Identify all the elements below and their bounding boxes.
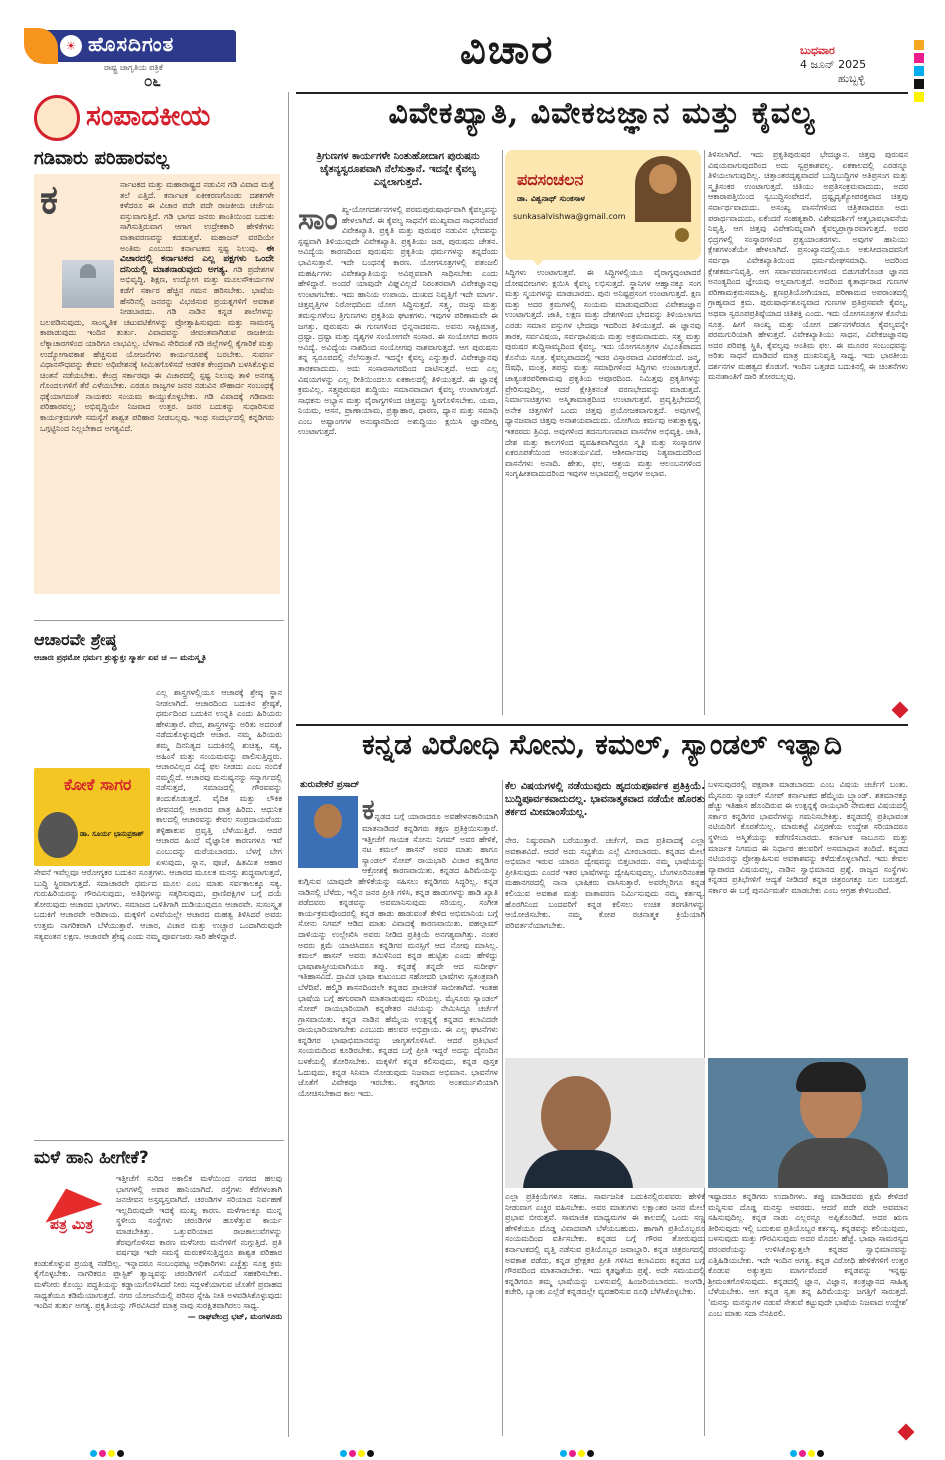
article2-column-2b: ಎಲ್ಲಾ ಪ್ರತಿಕ್ರಿಯೆಗಳೂ ಸಹಜ. ಸಾರ್ವಜನಿಕ ಬದುಕಿನಲ್ಲಿರುವವರು ಹೇಳಿಕೆ ನೀಡುವಾಗ ಎಚ್ಚರ ವಹಿಸಬೇಕು. ಅವರ ಮಾತುಗಳು ಲಕ್ಷಾಂತರ ಜನರ ಮೇಲೆ ಪ್ರಭಾವ ಬೀರುತ್ತವೆ. ಸಾಮಾಜಿಕ ಮಾಧ್ಯಮಗಳ ಈ ಕಾಲದಲ್ಲಿ ಒಂದು ಸಣ್ಣ ಹೇಳಿಕೆಯೂ ದೊಡ್ಡ ವಿವಾದವಾಗಿ ಬೆಳೆಯಬಹುದು. ಹಾಗಾಗಿ ಪ್ರತಿಯೊಬ್ಬರೂ ಸಂಯಮದಿಂದ ವರ್ತಿಸಬೇಕು. ಕನ್ನಡದ ಬಗ್ಗೆ ಗೌರವ ತೋರುವುದು ಕರ್ನಾಟಕದಲ್ಲಿ ವೃತ್ತಿ ನಡೆಸುವ ಪ್ರತಿಯೊಬ್ಬರ ಜವಾಬ್ದಾರಿ. ಕನ್ನಡ ಚಿತ್ರರಂಗದಲ್ಲಿ ಅವಕಾಶ ಪಡೆದು, ಕನ್ನಡ ಪ್ರೇಕ್ಷಕರ ಪ್ರೀತಿ ಗಳಿಸಿದ ಕಲಾವಿದರು ಕನ್ನಡದ ಬಗ್ಗೆ ಗೌರವದಿಂದ ಮಾತನಾಡಬೇಕು. ಇದು ಕೃತಜ್ಞತೆಯ ಪ್ರಶ್ನೆ. ಅದೇ ಸಮಯದಲ್ಲಿ ಕನ್ನಡಿಗರೂ ತಮ್ಮ ಭಾಷೆಯನ್ನು ಬಳಸುವಲ್ಲಿ ಹಿಂಜರಿಯಬಾರದು. ಅಂಗಡಿ, ಕಚೇರಿ, ಬ್ಯಾಂಕು ಎಲ್ಲೆಡೆ ಕನ್ನಡದಲ್ಲೇ ವ್ಯವಹರಿಸುವ ರೂಢಿ ಬೆಳೆಸಿಕೊಳ್ಳಬೇಕು. (505, 1192, 705, 1297)
column-rule (704, 150, 705, 715)
koke-column-name: ಕೋಕೆ ಸಾಗರ (64, 775, 132, 794)
headline-rule (296, 724, 908, 726)
editorial-label: ಸಂಪಾದಕೀಯ (86, 99, 211, 132)
letter-text: ಇತ್ತೀಚೆಗೆ ಸುರಿದ ಅಕಾಲಿಕ ಮಳೆಯಿಂದ ನಗರದ ಹಲವು ಭಾಗಗಳಲ್ಲಿ ಅಪಾರ ಹಾನಿಯಾಗಿದೆ. ರಸ್ತೆಗಳು ಕೆರೆಗಳಂತಾಗಿ ಜನಜೀವನ ಅಸ್ತವ್ಯಸ್ತವಾಗಿದೆ. ಚರಂಡಿಗಳ ಸರಿಯಾದ ನಿರ್ವಹಣೆ ಇಲ್ಲದಿರುವುದೇ ಇದಕ್ಕೆ ಮುಖ್ಯ ಕಾರಣ. ಮಳೆಗಾಲಕ್ಕೂ ಮುನ್ನ ಸ್ಥಳೀಯ ಸಂಸ್ಥೆಗಳು ಚರಂಡಿಗಳ ಹೂಳೆತ್ತುವ ಕಾರ್ಯ ಮಾಡಬೇಕಿತ್ತು. ಒತ್ತುವರಿಯಾದ ರಾಜಕಾಲುವೆಗಳನ್ನು ತೆರವುಗೊಳಿಸದ ಕಾರಣ ಮಳೆನೀರು ಮನೆಗಳಿಗೆ ನುಗ್ಗುತ್ತಿದೆ. ಪ್ರತಿ ವರ್ಷವೂ ಇದೇ ಸಮಸ್ಯೆ ಮರುಕಳಿಸುತ್ತಿದ್ದರೂ ಶಾಶ್ವತ ಪರಿಹಾರ ಕಂಡುಕೊಳ್ಳುವ ಪ್ರಯತ್ನ ನಡೆದಿಲ್ಲ. ಇನ್ನಾದರೂ ಸಂಬಂಧಪಟ್ಟ ಅಧಿಕಾರಿಗಳು ಎಚ್ಚೆತ್ತು ಸೂಕ್ತ ಕ್ರಮ ಕೈಗೊಳ್ಳಬೇಕು. ನಾಗರಿಕರೂ ಪ್ಲಾಸ್ಟಿಕ್ ತ್ಯಾಜ್ಯವನ್ನು ಚರಂಡಿಗಳಿಗೆ ಎಸೆಯದೆ ಸಹಕರಿಸಬೇಕು. ಮಳೆನೀರು ಕೊಯ್ಲು ಪದ್ಧತಿಯನ್ನು ಕಡ್ಡಾಯಗೊಳಿಸಿದರೆ ನೀರು ಸದ್ಬಳಕೆಯಾಗುವ ಜೊತೆಗೆ ಪ್ರವಾಹದ ಸಾಧ್ಯತೆಯೂ ಕಡಿಮೆಯಾಗುತ್ತದೆ. ನಗರ ಯೋಜನೆಯಲ್ಲಿ ಪರಿಸರ ಸ್ನೇಹಿ ನೀತಿ ಅಳವಡಿಸಿಕೊಳ್ಳುವುದು ಇಂದಿನ ತುರ್ತು ಅಗತ್ಯ. ಪ್ರಕೃತಿಯನ್ನು ಗೌರವಿಸಿದರೆ ಮಾತ್ರ ನಾವು ಸುರಕ್ಷಿತವಾಗಿರಲು ಸಾಧ್ಯ. (34, 1174, 282, 1311)
letter-title[interactable]: ಮಳೆ ಹಾನಿ ಹೀಗೇಕೆ? (34, 1148, 149, 1168)
article2-byline: ತುರುವೇಕೆರೆ ಪ್ರಸಾದ್ (300, 780, 360, 790)
article2-headline[interactable]: ಕನ್ನಡ ವಿರೋಧಿ ಸೋನು, ಕಮಲ್, ಸ್ಯಾಂಡಲ್ ಇತ್ಯಾದಿ (362, 728, 842, 761)
achara-text: ಎಲ್ಲ ಶಾಸ್ತ್ರಗಳಲ್ಲಿಯೂ ಆಚಾರಕ್ಕೆ ಶ್ರೇಷ್ಠ ಸ್ಥಾನ ನೀಡಲಾಗಿದೆ. ಆಚಾರದಿಂದ ಬದುಕಿನ ಶ್ರೇಷ್ಠತೆ, ಧರ್ಮದಿಂದ ಬದುಕಿನ ಉನ್ನತಿ ಎಂದು ಹಿರಿಯರು ಹೇಳುತ್ತಾರೆ. ವೇದ, ಶಾಸ್ತ್ರಗಳನ್ನು ಅರಿತು ಅದರಂತೆ ನಡೆದುಕೊಳ್ಳುವುದೇ ಆಚಾರ. ನಮ್ಮ ಹಿರಿಯರು ತಮ್ಮ ದಿನನಿತ್ಯದ ಬದುಕಿನಲ್ಲಿ ಶುಚಿತ್ವ, ಸತ್ಯ, ಅಹಿಂಸೆ ಮತ್ತು ಸಂಯಮವನ್ನು ಪಾಲಿಸುತ್ತಿದ್ದರು. ಆಚಾರವಿಲ್ಲದ ವಿದ್ಯೆ ಫಲ ನೀಡದು ಎಂಬ ನಂಬಿಕೆ ನಮ್ಮಲ್ಲಿದೆ. ಆಚಾರವು ಮನುಷ್ಯನನ್ನು ಸನ್ಮಾರ್ಗದಲ್ಲಿ ನಡೆಸುತ್ತದೆ, ಸಮಾಜದಲ್ಲಿ ಗೌರವವನ್ನು ತಂದುಕೊಡುತ್ತದೆ. ವೈದಿಕ ಮತ್ತು ಲೌಕಿಕ ಜೀವನದಲ್ಲಿ ಆಚಾರದ ಪಾತ್ರ ಹಿರಿದು. ಆಧುನಿಕ ಕಾಲದಲ್ಲಿ ಆಚಾರವನ್ನು ಕೇವಲ ಸಂಪ್ರದಾಯವೆಂದು ತಳ್ಳಿಹಾಕುವ ಪ್ರವೃತ್ತಿ ಬೆಳೆಯುತ್ತಿದೆ. ಆದರೆ ಆಚಾರದ ಹಿಂದೆ ವೈಜ್ಞಾನಿಕ ಕಾರಣಗಳೂ ಇವೆ ಎಂಬುದನ್ನು ಮರೆಯಬಾರದು. ಬೆಳಗ್ಗೆ ಬೇಗ ಏಳುವುದು, ಸ್ನಾನ, ಪೂಜೆ, ಹಿತಮಿತ ಆಹಾರ ಸೇವನೆ ಇವೆಲ್ಲವೂ ಆರೋಗ್ಯಕರ ಬದುಕಿನ ಸೂತ್ರಗಳು. ಆಚಾರದ ಮೂಲಕ ಮನಸ್ಸು ಶುದ್ಧವಾಗುತ್ತದೆ, ಬುದ್ಧಿ ಸ್ಥಿರವಾಗುತ್ತದೆ. ಸದಾಚಾರವೇ ಧರ್ಮದ ಮೂಲ ಎಂಬ ಮಾತು ಸರ್ವಕಾಲಕ್ಕೂ ಸತ್ಯ. ಗುರುಹಿರಿಯರನ್ನು ಗೌರವಿಸುವುದು, ಅತಿಥಿಗಳನ್ನು ಸತ್ಕರಿಸುವುದು, ಪ್ರಾಣಿಪಕ್ಷಿಗಳ ಬಗ್ಗೆ ದಯೆ ತೋರುವುದು ಆಚಾರದ ಭಾಗಗಳು. ಸಮಾಜದ ಒಳಿತಿಗಾಗಿ ದುಡಿಯುವುದೂ ಆಚಾರವೇ. ಸುಸಂಸ್ಕೃತ ಬದುಕಿಗೆ ಆಚಾರವೇ ಅಡಿಪಾಯ. ಮಕ್ಕಳಿಗೆ ಎಳವೆಯಲ್ಲೇ ಆಚಾರದ ಮಹತ್ವ ತಿಳಿಸಿದರೆ ಅವರು ಉತ್ತಮ ನಾಗರಿಕರಾಗಿ ಬೆಳೆಯುತ್ತಾರೆ. ಆಚಾರ, ವಿಚಾರ ಮತ್ತು ಉಚ್ಚಾರ ಒಂದಾಗಿರುವುದೇ ಸತ್ಯವಂತನ ಲಕ್ಷಣ. ಆಚಾರವೇ ಶ್ರೇಷ್ಠ ಎಂದು ನಮ್ಮ ಪೂರ್ವಜರು ಸಾರಿ ಹೇಳಿದ್ದಾರೆ. (34, 688, 282, 941)
article2-column-1 (298, 796, 498, 1436)
article1-headline[interactable]: ವಿವೇಕಖ್ಯಾತಿ, ವಿವೇಕಜಜ್ಞಾನ ಮತ್ತು ಕೈವಲ್ಯ (388, 96, 816, 131)
article2-dropcap: ಕ (362, 796, 375, 826)
registration-marks (914, 40, 924, 108)
article2-lead: ಕೆಲ ವಿಷಯಗಳಲ್ಲಿ ನಡೆಯುವುದು ಹೃದಯಪೂರ್ವಕ ಪ್ರತಿಕ್ರಿಯೆ. ಬುದ್ಧಿಪೂರ್ವಕವಾದುದಲ್ಲ. ಭಾವನಾತ್ಮಕವಾದ ನಡೆಯೇ ಹೊರತು ತರ್ಕದ ಮೀಮಾಂಸೆಯಲ್ಲ. (505, 781, 705, 818)
article2-column-3a: ಬಳಸುವುದರಲ್ಲಿ ಪಕ್ಷಪಾತ ಮಾಡಬಾರದು ಎಂಬ ವಿಷಯ ಚರ್ಚೆಗೆ ಬಂತು. ಮೈಸೂರು ಸ್ಯಾಂಡಲ್ ಸೋಪ್ ಕರ್ನಾಟಕದ ಹೆಮ್ಮೆಯ ಬ್ರ್ಯಾಂಡ್. ಶತಮಾನಕ್ಕೂ ಹೆಚ್ಚು ಇತಿಹಾಸ ಹೊಂದಿರುವ ಈ ಉತ್ಪನ್ನಕ್ಕೆ ರಾಯಭಾರಿ ನೇಮಕದ ವಿಷಯದಲ್ಲಿ ಸರ್ಕಾರ ಕನ್ನಡಿಗರ ಭಾವನೆಗಳನ್ನು ಗಮನಿಸಬೇಕಿತ್ತು. ಕನ್ನಡದಲ್ಲಿ ಪ್ರತಿಭಾವಂತ ನಟಿಯರಿಗೆ ಕೊರತೆಯಿಲ್ಲ. ಮಾರುಕಟ್ಟೆ ವಿಸ್ತರಣೆಯ ಉದ್ದೇಶ ಸರಿಯಾದರೂ ಸ್ಥಳೀಯ ಅಸ್ಮಿತೆಯನ್ನು ಕಡೆಗಣಿಸಬಾರದು. ಕರ್ನಾಟಕ ಸಾಬೂನು ಮತ್ತು ಮಾರ್ಜಕ ನಿಗಮದ ಈ ನಿರ್ಧಾರ ಹಲವರಿಗೆ ಅಸಮಾಧಾನ ತಂದಿದೆ. ಕನ್ನಡದ ನಟಿಯರನ್ನು ಪ್ರೋತ್ಸಾಹಿಸುವ ಅವಕಾಶವನ್ನು ಕಳೆದುಕೊಳ್ಳಲಾಗಿದೆ. ಇದು ಕೇವಲ ವ್ಯಾಪಾರದ ವಿಷಯವಲ್ಲ, ನಾಡಿನ ಸ್ವಾಭಿಮಾನದ ಪ್ರಶ್ನೆ. ರಾಜ್ಯದ ಸಂಸ್ಥೆಗಳು ಕನ್ನಡದ ಪ್ರತಿಭೆಗಳಿಗೆ ಆದ್ಯತೆ ನೀಡಿದರೆ ಕನ್ನಡ ಚಿತ್ರರಂಗಕ್ಕೂ ಬಲ ಬರುತ್ತದೆ. ಸರ್ಕಾರ ಈ ಬಗ್ಗೆ ಪುನರ್ವಿಮರ್ಶೆ ಮಾಡಬೇಕು ಎಂಬ ಆಗ್ರಹ ಕೇಳಿಬಂದಿದೆ. (708, 780, 908, 895)
date-city: ಹುಬ್ಬಳ್ಳಿ (838, 72, 865, 85)
koke-sagara-column-badge (34, 768, 150, 866)
date-block (800, 44, 910, 86)
achara-subtitle: ಆಚಾರಃ ಪ್ರಥಮೋ ಧರ್ಮಃ ಶ್ರುತ್ಯುಕ್ತಃ ಸ್ಮಾರ್ತ ಏವ ಚ — ಮನುಸ್ಮೃತಿ (34, 653, 206, 662)
kamal-haasan-photo[interactable] (505, 1058, 705, 1188)
page-number: ೦೬ (144, 72, 161, 90)
patra-mitra-badge (34, 1178, 110, 1250)
paper-name: ಹೊಸದಿಗಂತ (88, 32, 175, 56)
date-day: ಬುಧವಾರ (800, 44, 835, 57)
byline-author-photo (298, 796, 358, 868)
article2-column-2a: ನೇರ. ನಿಷ್ಠುರವಾಗಿ ಬರೆಯುತ್ತಾರೆ. ಚರ್ಚೆಗೆ, ವಾದ ಪ್ರತಿವಾದಕ್ಕೆ ಎಲ್ಲಾ ಅವಕಾಶವಿದೆ. ಆದರೆ ಅದು ಸಭ್ಯತೆಯ ಎಲ್ಲೆ ಮೀರಬಾರದು. ಕನ್ನಡದ ಮೇಲೆ ಅಭಿಮಾನ ಇರುವ ಯಾರೂ ದ್ವೇಷವನ್ನು ಬಿತ್ತಬಾರದು. ನಮ್ಮ ಭಾಷೆಯನ್ನು ಪ್ರೀತಿಸುವುದು ಎಂದರೆ ಇತರ ಭಾಷೆಗಳನ್ನು ದ್ವೇಷಿಸುವುದಲ್ಲ. ಬೆಂಗಳೂರಿನಂತಹ ಮಹಾನಗರದಲ್ಲಿ ನಾನಾ ಭಾಷಿಕರು ವಾಸಿಸುತ್ತಾರೆ. ಅವರೆಲ್ಲರಿಗೂ ಕನ್ನಡ ಕಲಿಯುವ ಅವಕಾಶ ಮತ್ತು ವಾತಾವರಣ ನಿರ್ಮಿಸುವುದು ನಮ್ಮ ಕರ್ತವ್ಯ. ಹೊರಗಿನಿಂದ ಬಂದವರಿಗೆ ಕನ್ನಡ ಕಲಿಸಲು ಉಚಿತ ತರಗತಿಗಳನ್ನು ಆಯೋಜಿಸಬೇಕು. ನಮ್ಮ ಕೋಪ ರಚನಾತ್ಮಕ ಕ್ರಿಯೆಯಾಗಿ ಪರಿವರ್ತನೆಯಾಗಬೇಕು. (505, 836, 705, 930)
footer-registration-marks (560, 1442, 596, 1452)
lamp-emblem-icon: ☀ (60, 35, 82, 57)
footer-registration-marks (90, 1442, 126, 1452)
padasanchalana-column-box (505, 150, 701, 260)
editorial-header (34, 95, 274, 143)
koke-author: ಡಾ. ಸೂರ್ಯ ಭಾನುಪ್ರಕಾಶ್ (80, 830, 144, 838)
article1-column-3: ತಿಳಿಸಲಾಗಿದೆ. ಇದು ಪ್ರಕೃತಿಪುರುಷರ ಭೇದಜ್ಞಾನ. ಚಿತ್ತವು ಪುರುಷನ ವಿಷಯವಾಗುವುದರಿಂದ ಅದು ಸ್ವಪ್ರಕಾಶವಲ್ಲ. ಏಕಕಾಲದಲ್ಲಿ ಎರಡನ್ನೂ ತಿಳಿಯಲಾಗುವುದಿಲ್ಲ. ಚಿತ್ತಾಂತರದೃಶ್ಯವಾದರೆ ಬುದ್ಧಿಬುದ್ಧಿಗಳ ಅತಿಪ್ರಸಂಗ ಮತ್ತು ಸ್ಮೃತಿಸಂಕರ ಉಂಟಾಗುತ್ತದೆ. ಚಿತಿಯು ಅಪ್ರತಿಸಂಕ್ರಮವಾದುದು, ಅದರ ಆಕಾರಾಪತ್ತಿಯಿಂದ ಸ್ವಬುದ್ಧಿಸಂವೇದನೆ. ದ್ರಷ್ಟೃದೃಶ್ಯೋಪರಕ್ತವಾದ ಚಿತ್ತವು ಸರ್ವಾರ್ಥವಾದುದು. ಅಸಂಖ್ಯ ವಾಸನೆಗಳಿಂದ ಚಿತ್ರಿತವಾದರೂ ಅದು ಪರಾರ್ಥವಾದುದು, ಏಕೆಂದರೆ ಸಂಹತ್ಯಕಾರಿ. ವಿಶೇಷದರ್ಶಿಗೆ ಆತ್ಮಭಾವಭಾವನೆಯ ನಿವೃತ್ತಿ. ಆಗ ಚಿತ್ತವು ವಿವೇಕನಿಮ್ನವಾಗಿ ಕೈವಲ್ಯಪ್ರಾಗ್ಭಾರವಾಗುತ್ತದೆ. ಅದರ ಛಿದ್ರಗಳಲ್ಲಿ ಸಂಸ್ಕಾರಗಳಿಂದ ಪ್ರತ್ಯಯಾಂತರಗಳು. ಅವುಗಳ ಹಾನಿಯು ಕ್ಲೇಶಗಳಂತೆಯೇ ಹೇಳಲಾಗಿದೆ. ಪ್ರಸಂಖ್ಯಾನದಲ್ಲಿಯೂ ಅಕುಸೀದನಾದವನಿಗೆ ಸರ್ವಥಾ ವಿವೇಕಖ್ಯಾತಿಯಿಂದ ಧರ್ಮಮೇಘಸಮಾಧಿ. ಅದರಿಂದ ಕ್ಲೇಶಕರ್ಮನಿವೃತ್ತಿ. ಆಗ ಸರ್ವಾವರಣಮಲಗಳಿಂದ ಬಿಡುಗಡೆಗೊಂಡ ಜ್ಞಾನದ ಅನಂತ್ಯದಿಂದ ಜ್ಞೇಯವು ಅಲ್ಪವಾಗುತ್ತದೆ. ಅದರಿಂದ ಕೃತಾರ್ಥರಾದ ಗುಣಗಳ ಪರಿಣಾಮಕ್ರಮಸಮಾಪ್ತಿ. ಕ್ಷಣಪ್ರತಿಯೋಗಿಯಾದ, ಪರಿಣಾಮದ ಅಪರಾಂತದಲ್ಲಿ ಗ್ರಾಹ್ಯವಾದ ಕ್ರಮ. ಪುರುಷಾರ್ಥಶೂನ್ಯವಾದ ಗುಣಗಳ ಪ್ರತಿಪ್ರಸವವೇ ಕೈವಲ್ಯ, ಅಥವಾ ಸ್ವರೂಪಪ್ರತಿಷ್ಠೆಯಾದ ಚಿತಿಶಕ್ತಿ ಎಂದು. ಇದು ಯೋಗಸೂತ್ರಗಳ ಕೊನೆಯ ಸೂತ್ರ. ಹೀಗೆ ಸಾಂಖ್ಯ ಮತ್ತು ಯೋಗ ದರ್ಶನಗಳೆರಡೂ ಕೈವಲ್ಯವನ್ನೇ ಪರಮಗುರಿಯಾಗಿ ಹೇಳುತ್ತವೆ. ವಿವೇಕಖ್ಯಾತಿಯು ಸಾಧನ, ವಿವೇಕಜಜ್ಞಾನವು ಅದರ ಪರಿಪಕ್ವ ಸ್ಥಿತಿ, ಕೈವಲ್ಯವು ಅಂತಿಮ ಫಲ. ಈ ಮೂರರ ಸಂಬಂಧವನ್ನು ಅರಿತು ಸಾಧನೆ ಮಾಡಿದರೆ ಮಾತ್ರ ದುಃಖನಿವೃತ್ತಿ ಸಾಧ್ಯ. ಇದು ಭಾರತೀಯ ದರ್ಶನಗಳ ಮಹತ್ವದ ಕೊಡುಗೆ. ಇಂದಿನ ಒತ್ತಡದ ಬದುಕಿನಲ್ಲಿ ಈ ಚಿಂತನೆಗಳು ಮನಃಶಾಂತಿಗೆ ದಾರಿ ತೋರಬಲ್ಲವು. (708, 150, 908, 382)
section-title: ವಿಚಾರ (460, 26, 555, 73)
article1-author: ಡಾ. ವಿಶ್ವನಾಥ್ ಸುಂಕಸಾಳ (517, 194, 585, 203)
column-name: ಪದಸಂಚಲನ (517, 170, 584, 189)
letter-body (34, 1174, 282, 1436)
person-body (778, 1138, 888, 1188)
editorial-dropcap: ಕ (40, 177, 58, 223)
section-rule (34, 1140, 284, 1141)
editorial-title[interactable]: ಗಡಿವಾರು ಪರಿಹಾರವಲ್ಲ (34, 148, 170, 169)
person-hair (796, 1062, 866, 1092)
article1-text-1: ಖ್ಯ-ಯೋಗದರ್ಶನಗಳಲ್ಲಿ ಪರಮಪುರುಷಾರ್ಥವಾಗಿ ಕೈವಲ್ಯವನ್ನು ಹೇಳಲಾಗಿದೆ. ಈ ಕೈವಲ್ಯ ಸಾಧನೆಗೆ ಮುಖ್ಯವಾದ ಸಾಧನವೆಂದರೆ ವಿವೇಕಖ್ಯಾತಿ. ಪ್ರಕೃತಿ ಮತ್ತು ಪುರುಷರ ನಡುವಿನ ಭೇದವನ್ನು ಸ್ಪಷ್ಟವಾಗಿ ತಿಳಿಯುವುದೇ ವಿವೇಕಖ್ಯಾತಿ. ಪ್ರಕೃತಿಯು ಜಡ, ಪುರುಷನು ಚೇತನ. ಅವಿದ್ಯೆಯ ಕಾರಣದಿಂದ ಪುರುಷನು ಪ್ರಕೃತಿಯ ಧರ್ಮಗಳನ್ನು ತನ್ನದೆಂದು ಭಾವಿಸುತ್ತಾನೆ. ಇದೇ ಬಂಧನಕ್ಕೆ ಕಾರಣ. ಯೋಗಸೂತ್ರಗಳಲ್ಲಿ ಪತಂಜಲಿ ಮಹರ್ಷಿಗಳು ವಿವೇಕಖ್ಯಾತಿಯನ್ನು ಅವಿಪ್ಲವವಾಗಿ ಸಾಧಿಸಬೇಕು ಎಂದು ಹೇಳಿದ್ದಾರೆ. ಅಂದರೆ ಯಾವುದೇ ವಿಘ್ನವಿಲ್ಲದೆ ನಿರಂತರವಾಗಿ ವಿವೇಕಜ್ಞಾನವು ಉಂಟಾಗಬೇಕು. ಇದು ಹಾನಿಯ ಉಪಾಯ. ದುಃಖದ ನಿವೃತ್ತಿಗೆ ಇದೇ ಮಾರ್ಗ. ಚಿತ್ತವೃತ್ತಿಗಳ ನಿರೋಧದಿಂದ ಯೋಗ ಸಿದ್ಧಿಸುತ್ತದೆ. ಸತ್ತ್ವ, ರಜಸ್ಸು ಮತ್ತು ತಮಸ್ಸುಗಳೆಂಬ ತ್ರಿಗುಣಗಳು ಪ್ರಕೃತಿಯ ಘಟಕಗಳು. ಇವುಗಳ ಪರಿಣಾಮವೇ ಈ ಜಗತ್ತು. ಪುರುಷನು ಈ ಗುಣಗಳಿಂದ ಭಿನ್ನನಾದವನು. ಅವನು ಸಾಕ್ಷಿಮಾತ್ರ, ದ್ರಷ್ಟಾ. ದ್ರಷ್ಟಾ ಮತ್ತು ದೃಶ್ಯಗಳ ಸಂಯೋಗವೇ ಸಂಸಾರ. ಈ ಸಂಯೋಗದ ಕಾರಣ ಅವಿದ್ಯೆ. ಅವಿದ್ಯೆಯ ನಾಶದಿಂದ ಸಂಯೋಗವು ನಾಶವಾಗುತ್ತದೆ. ಆಗ ಪುರುಷನು ತನ್ನ ಸ್ವರೂಪದಲ್ಲಿ ನೆಲೆಸುತ್ತಾನೆ. ಇದನ್ನೇ ಕೈವಲ್ಯ ಎನ್ನುತ್ತಾರೆ. ವಿವೇಕಜ್ಞಾನವು ತಾರಕವಾದುದು. ಅದು ಸಂಸಾರಸಾಗರದಿಂದ ದಾಟಿಸುತ್ತದೆ. ಅದು ಎಲ್ಲ ವಿಷಯಗಳನ್ನು ಎಲ್ಲ ರೀತಿಯಿಂದಲೂ ಏಕಕಾಲದಲ್ಲಿ ತಿಳಿಯುತ್ತದೆ. ಈ ಜ್ಞಾನಕ್ಕೆ ಕ್ರಮವಿಲ್ಲ. ಸತ್ತ್ವಪುರುಷರ ಶುದ್ಧಿಯು ಸಮಾನವಾದಾಗ ಕೈವಲ್ಯ ಉಂಟಾಗುತ್ತದೆ. ಸಾಧಕನು ಅಭ್ಯಾಸ ಮತ್ತು ವೈರಾಗ್ಯಗಳಿಂದ ಚಿತ್ತವನ್ನು ಸ್ಥಿರಗೊಳಿಸಬೇಕು. ಯಮ, ನಿಯಮ, ಆಸನ, ಪ್ರಾಣಾಯಾಮ, ಪ್ರತ್ಯಾಹಾರ, ಧಾರಣ, ಧ್ಯಾನ ಮತ್ತು ಸಮಾಧಿ ಎಂಬ ಅಷ್ಟಾಂಗಗಳ ಅನುಷ್ಠಾನದಿಂದ ಅಶುದ್ಧಿಯು ಕ್ಷಯಿಸಿ ಜ್ಞಾನದೀಪ್ತಿ ಉಂಟಾಗುತ್ತದೆ. (298, 205, 498, 437)
editorial-text-2: ಗಡಿ ಪ್ರದೇಶಗಳ ಅಭಿವೃದ್ಧಿ, ಶಿಕ್ಷಣ, ಉದ್ಯೋಗ ಮತ್ತು ಮೂಲಸೌಕರ್ಯಗಳ ಕಡೆಗೆ ಸರ್ಕಾರ ಹೆಚ್ಚಿನ ಗಮನ ಹರಿಸಬೇಕು. ಭಾಷೆಯ ಹೆಸರಿನಲ್ಲಿ ಜನರನ್ನು ವಿಭಜಿಸುವ ಪ್ರಯತ್ನಗಳಿಗೆ ಅವಕಾಶ ನೀಡಬಾರದು. ಗಡಿ ನಾಡಿನ ಕನ್ನಡ ಶಾಲೆಗಳನ್ನು ಬಲಪಡಿಸುವುದು, ಸಾಂಸ್ಕೃತಿಕ ಚಟುವಟಿಕೆಗಳನ್ನು ಪ್ರೋತ್ಸಾಹಿಸುವುದು ಮತ್ತು ಸಾಮರಸ್ಯ ಕಾಪಾಡುವುದು ಇಂದಿನ ತುರ್ತು. ವಿವಾದವನ್ನು ಜೀವಂತವಾಗಿಡುವ ರಾಜಕೀಯ ಲೆಕ್ಕಾಚಾರಗಳಿಂದ ಯಾರಿಗೂ ಲಾಭವಿಲ್ಲ. ಬೆಳಗಾವಿ ಸೇರಿದಂತೆ ಗಡಿ ಜಿಲ್ಲೆಗಳಲ್ಲಿ ಕೈಗಾರಿಕೆ ಮತ್ತು ಉದ್ಯೋಗಾವಕಾಶ ಹೆಚ್ಚಿಸುವ ಯೋಜನೆಗಳು ಕಾರ್ಯರೂಪಕ್ಕೆ ಬರಬೇಕು. ಸುವರ್ಣ ವಿಧಾನಸೌಧವನ್ನು ಕೇವಲ ಅಧಿವೇಶನಕ್ಕೆ ಸೀಮಿತಗೊಳಿಸದೆ ಆಡಳಿತ ಕೇಂದ್ರವಾಗಿ ಬಳಸಿಕೊಳ್ಳುವ ಚಿಂತನೆ ನಡೆಯಬೇಕು. ಕೇಂದ್ರ ಸರ್ಕಾರವೂ ಈ ವಿಚಾರದಲ್ಲಿ ಸ್ಪಷ್ಟ ನಿಲುವು ತಾಳಿ ಅನಗತ್ಯ ಗೊಂದಲಗಳಿಗೆ ತೆರೆ ಎಳೆಯಬೇಕು. ಎರಡೂ ರಾಜ್ಯಗಳ ಜನರ ನಡುವಿನ ಸೌಹಾರ್ದ ಸಂಬಂಧಕ್ಕೆ ಧಕ್ಕೆಯಾಗದಂತೆ ನಾಯಕರು ಸಂಯಮ ಕಾಯ್ದುಕೊಳ್ಳಬೇಕು. ಗಡಿ ವಿವಾದಕ್ಕೆ ಗಡಿವಾರು ಪರಿಹಾರವಲ್ಲ; ಅಭಿವೃದ್ಧಿಯೇ ನಿಜವಾದ ಉತ್ತರ. ಜನರ ಬದುಕನ್ನು ಸುಧಾರಿಸುವ ಕಾರ್ಯಕ್ರಮಗಳೇ ಸಮಸ್ಯೆಗೆ ಶಾಶ್ವತ ಪರಿಹಾರ ನೀಡಬಲ್ಲವು. ಇಂಥ ಸಂದರ್ಭದಲ್ಲಿ ಕನ್ನಡಿಗರು ಒಗ್ಗಟ್ಟಿನಿಂದ ನಿಲ್ಲಬೇಕಾದ ಅಗತ್ಯವಿದೆ. (40, 264, 274, 433)
sonu-nigam-photo[interactable] (708, 1058, 908, 1188)
article1-column-1 (298, 205, 498, 715)
date-text: 4 ಜೂನ್ 2025 (800, 58, 867, 71)
person-head (541, 1076, 611, 1156)
author-photo (635, 156, 691, 222)
column-emblem-icon (675, 228, 689, 242)
editorial-text-bold: ಈ ವಿಚಾರದಲ್ಲಿ ಕರ್ನಾಟಕದ ಎಲ್ಲ ಪಕ್ಷಗಳು ಒಂದೇ ದನಿಯಲ್ಲಿ ಮಾತನಾಡುವುದು ಅಗತ್ಯ. (120, 243, 274, 275)
section-rule (34, 620, 284, 621)
newspaper-logo[interactable] (34, 30, 236, 88)
article2-column-3b: ಇಷ್ಟಾದರೂ ಕನ್ನಡಿಗರು ಉದಾರಿಗಳು. ತಪ್ಪು ಮಾಡಿದವರು ಕ್ಷಮೆ ಕೇಳಿದರೆ ಮನ್ನಿಸುವ ದೊಡ್ಡ ಮನಸ್ಸು ಅವರದು. ಆದರೆ ಪದೇ ಪದೇ ಅವಮಾನ ಸಹಿಸುವುದಿಲ್ಲ. ಕನ್ನಡ ನಾಡು ಎಲ್ಲರನ್ನೂ ಅಪ್ಪಿಕೊಂಡಿದೆ. ಅದರ ಋಣ ತೀರಿಸುವುದು ಇಲ್ಲಿ ಬದುಕುವ ಪ್ರತಿಯೊಬ್ಬರ ಕರ್ತವ್ಯ. ಕನ್ನಡವನ್ನು ಕಲಿಯುವುದು, ಬಳಸುವುದು ಮತ್ತು ಗೌರವಿಸುವುದು ಅದರ ಮೊದಲ ಹೆಜ್ಜೆ. ಭಾಷಾ ಸಾಮರಸ್ಯದ ಪರಂಪರೆಯನ್ನು ಉಳಿಸಿಕೊಳ್ಳುತ್ತಲೇ ಕನ್ನಡದ ಸ್ವಾಭಿಮಾನವನ್ನು ಎತ್ತಿಹಿಡಿಯಬೇಕು. ಇದೇ ಇಂದಿನ ಅಗತ್ಯ. ಕನ್ನಡ ವಿರೋಧಿ ಹೇಳಿಕೆಗಳಿಗೆ ಉತ್ತರ ಕೊಡುವ ಅತ್ಯುತ್ತಮ ಮಾರ್ಗವೆಂದರೆ ಕನ್ನಡವನ್ನು ಇನ್ನಷ್ಟು ಶ್ರೀಮಂತಗೊಳಿಸುವುದು. ಕನ್ನಡದಲ್ಲಿ ಜ್ಞಾನ, ವಿಜ್ಞಾನ, ತಂತ್ರಜ್ಞಾನದ ಸಾಹಿತ್ಯ ಬೆಳೆಯಬೇಕು. ಆಗ ಕನ್ನಡ ಸ್ವತಃ ತನ್ನ ಹಿರಿಮೆಯನ್ನು ಜಗತ್ತಿಗೆ ಸಾರುತ್ತದೆ. 'ಮನಸ್ಸು ಮನಸ್ಸುಗಳ ನಡುವೆ ಸೇತುವೆ ಕಟ್ಟುವುದೇ ಭಾಷೆಯ ನಿಜವಾದ ಉದ್ದೇಶ' ಎಂಬ ಮಾತು ಸದಾ ನೆನಪಿರಲಿ. (708, 1192, 908, 1318)
footer-registration-marks (790, 1442, 826, 1452)
achara-title[interactable]: ಆಚಾರವೇ ಶ್ರೇಷ್ಠ (34, 630, 117, 649)
letter-signature: — ರಾಘವೇಂದ್ರ ಭಟ್, ಮಂಗಳೂರು (187, 1311, 282, 1321)
speech-bubble-tail (528, 254, 548, 266)
masthead (0, 0, 945, 88)
author-avatar (38, 812, 78, 858)
achara-body (34, 688, 282, 1108)
footer-registration-marks (340, 1442, 376, 1452)
editorial-text: ರ್ನಾಟಕದ ಮತ್ತು ಮಹಾರಾಷ್ಟ್ರದ ನಡುವಿನ ಗಡಿ ವಿವಾದ ಮತ್ತೆ ತಲೆ ಎತ್ತಿದೆ. ಕರ್ನಾಟಕ ಏಕೀಕರಣಗೊಂಡು ದಶಕಗಳೇ ಕಳೆದರೂ ಈ ವಿಚಾರ ಪದೇ ಪದೇ ರಾಜಕೀಯ ಚರ್ಚೆಯ ವಸ್ತುವಾಗುತ್ತಿದೆ. ಗಡಿ ಭಾಗದ ಜನರು ಶಾಂತಿಯಿಂದ ಬದುಕು ಸಾಗಿಸುತ್ತಿರುವಾಗ ಆಗಾಗ ಉದ್ರೇಕಕಾರಿ ಹೇಳಿಕೆಗಳು ವಾತಾವರಣವನ್ನು ಕದಡುತ್ತವೆ. ಮಹಾಜನ್ ವರದಿಯೇ ಅಂತಿಮ ಎಂಬುದು ಕರ್ನಾಟಕದ ಸ್ಪಷ್ಟ ನಿಲುವು. (120, 180, 274, 253)
article1-dropcap: ಸಾಂ (298, 205, 338, 237)
article1-email[interactable]: sunkasalvishwa@gmail.com (513, 212, 626, 221)
article1-lead: ತ್ರಿಗುಣಗಳ ಕಾರ್ಯಗಳೇ ನಿಂತುಹೋದಾಗ ಪುರುಷನು ಚೈತನ್ಯಸ್ವರೂಪವಾಗಿ ನೆಲೆಸುತ್ತಾನೆ. ಇದನ್ನೇ ಕೈವಲ್ಯ ಎನ್ನಲಾಗುತ್ತದೆ. (316, 151, 480, 188)
article2-text-1: ನ್ನಡದ ಬಗ್ಗೆ ಯಾರಾದರೂ ಅವಹೇಳನಕಾರಿಯಾಗಿ ಮಾತನಾಡಿದರೆ ಕನ್ನಡಿಗರು ತಕ್ಷಣ ಪ್ರತಿಕ್ರಿಯಿಸುತ್ತಾರೆ. ಇತ್ತೀಚೆಗೆ ಗಾಯಕ ಸೋನು ನಿಗಮ್ ಅವರ ಹೇಳಿಕೆ, ನಟ ಕಮಲ್ ಹಾಸನ್ ಅವರ ಮಾತು ಹಾಗೂ ಸ್ಯಾಂಡಲ್ ಸೋಪ್ ರಾಯಭಾರಿ ವಿಚಾರ ಕನ್ನಡಿಗರ ಆಕ್ರೋಶಕ್ಕೆ ಕಾರಣವಾಯಿತು. ಕನ್ನಡದ ಹಿರಿಮೆಯನ್ನು ಕುಗ್ಗಿಸುವ ಯಾವುದೇ ಹೇಳಿಕೆಯನ್ನು ಸಹಿಸಲು ಕನ್ನಡಿಗರು ಸಿದ್ಧರಿಲ್ಲ. ಕನ್ನಡ ನಾಡಿನಲ್ಲಿ ಬೆಳೆದು, ಇಲ್ಲಿನ ಜನರ ಪ್ರೀತಿ ಗಳಿಸಿ, ಕನ್ನಡ ಹಾಡುಗಳನ್ನು ಹಾಡಿ ಖ್ಯಾತಿ ಪಡೆದವರು ಕನ್ನಡವನ್ನು ಅವಮಾನಿಸುವುದು ಸರಿಯಲ್ಲ. ಸಂಗೀತ ಕಾರ್ಯಕ್ರಮವೊಂದರಲ್ಲಿ ಕನ್ನಡ ಹಾಡು ಹಾಡುವಂತೆ ಕೇಳಿದ ಅಭಿಮಾನಿಯ ಬಗ್ಗೆ ಸೋನು ನಿಗಮ್ ಆಡಿದ ಮಾತು ವಿವಾದಕ್ಕೆ ಕಾರಣವಾಯಿತು. ಪಹಲ್ಗಾಮ್ ದಾಳಿಯನ್ನು ಉಲ್ಲೇಖಿಸಿ ಅವರು ನೀಡಿದ ಪ್ರತಿಕ್ರಿಯೆ ಅನಗತ್ಯವಾಗಿತ್ತು. ನಂತರ ಅವರು ಕ್ಷಮೆ ಯಾಚಿಸಿದರೂ ಕನ್ನಡಿಗರ ಮನಸ್ಸಿಗೆ ಆದ ನೋವು ಮಾಸಿಲ್ಲ. ಕಮಲ್ ಹಾಸನ್ ಅವರು ತಮಿಳಿನಿಂದ ಕನ್ನಡ ಹುಟ್ಟಿತು ಎಂದು ಹೇಳಿದ್ದು ಭಾಷಾಶಾಸ್ತ್ರೀಯವಾಗಿಯೂ ತಪ್ಪು. ಕನ್ನಡಕ್ಕೆ ತನ್ನದೇ ಆದ ಸುದೀರ್ಘ ಇತಿಹಾಸವಿದೆ. ದ್ರಾವಿಡ ಭಾಷಾ ಕುಟುಂಬದ ಸಹೋದರಿ ಭಾಷೆಗಳು ಸ್ವತಂತ್ರವಾಗಿ ಬೆಳೆದಿವೆ. ಹಲ್ಮಿಡಿ ಶಾಸನದಿಂದಲೇ ಕನ್ನಡದ ಪ್ರಾಚೀನತೆ ಸಾಬೀತಾಗಿದೆ. ಇಂತಹ ಭಾಷೆಯ ಬಗ್ಗೆ ಹಗುರವಾಗಿ ಮಾತನಾಡುವುದು ಸರಿಯಲ್ಲ. ಮೈಸೂರು ಸ್ಯಾಂಡಲ್ ಸೋಪ್ ರಾಯಭಾರಿಯಾಗಿ ಕನ್ನಡೇತರ ನಟಿಯನ್ನು ನೇಮಿಸಿದ್ದೂ ಚರ್ಚೆಗೆ ಗ್ರಾಸವಾಯಿತು. ಕನ್ನಡ ನಾಡಿನ ಹೆಮ್ಮೆಯ ಉತ್ಪನ್ನಕ್ಕೆ ಕನ್ನಡದ ಕಲಾವಿದರೇ ರಾಯಭಾರಿಯಾಗಬೇಕು ಎಂಬುದು ಹಲವರ ಅಭಿಪ್ರಾಯ. ಈ ಎಲ್ಲ ಘಟನೆಗಳು ಕನ್ನಡಿಗರ ಭಾಷಾಭಿಮಾನವನ್ನು ಜಾಗೃತಗೊಳಿಸಿವೆ. ಆದರೆ ಪ್ರತಿಭಟನೆ ಸಂಯಮದಿಂದ ಕೂಡಿರಬೇಕು. ಕನ್ನಡದ ಬಗ್ಗೆ ಪ್ರೀತಿ ಇದ್ದರೆ ಅದನ್ನು ದೈನಂದಿನ ಬಳಕೆಯಲ್ಲಿ ತೋರಿಸಬೇಕು. ಮಕ್ಕಳಿಗೆ ಕನ್ನಡ ಕಲಿಸುವುದು, ಕನ್ನಡ ಪುಸ್ತಕ ಓದುವುದು, ಕನ್ನಡ ಸಿನಿಮಾ ನೋಡುವುದು ನಿಜವಾದ ಅಭಿಮಾನ. ಭಾವನೆಗಳ ಜೊತೆಗೆ ವಿವೇಕವೂ ಇರಬೇಕು. ಕನ್ನಡಿಗರು ಅಂತರ್ಮುಖಿಯಾಗಿ ಯೋಚಿಸಬೇಕಾದ ಕಾಲ ಇದು. (298, 812, 498, 1098)
editorial-logo-icon (34, 95, 80, 141)
headline-rule (296, 92, 908, 94)
paper-tagline: ರಾಷ್ಟ್ರ ಜಾಗೃತಿಯ ಪತ್ರಿಕೆ (104, 63, 163, 72)
column-rule (502, 780, 503, 1436)
article1-column-2: ಸಿದ್ಧಿಗಳು ಉಂಟಾಗುತ್ತವೆ. ಈ ಸಿದ್ಧಿಗಳಲ್ಲಿಯೂ ವೈರಾಗ್ಯವುಂಟಾದರೆ ದೋಷಬೀಜಗಳು ಕ್ಷಯಿಸಿ ಕೈವಲ್ಯ ಲಭಿಸುತ್ತದೆ. ಸ್ಥಾನಿಗಳ ಆಹ್ವಾನಕ್ಕೂ ಸಂಗ ಮತ್ತು ಸ್ಮಯಗಳನ್ನು ಮಾಡಬಾರದು. ಪುನಃ ಅನಿಷ್ಟಪ್ರಸಂಗ ಉಂಟಾಗುತ್ತದೆ. ಕ್ಷಣ ಮತ್ತು ಅದರ ಕ್ರಮಗಳಲ್ಲಿ ಸಂಯಮ ಮಾಡುವುದರಿಂದ ವಿವೇಕಜಜ್ಞಾನ ಉಂಟಾಗುತ್ತದೆ. ಜಾತಿ, ಲಕ್ಷಣ ಮತ್ತು ದೇಶಗಳಿಂದ ಭೇದವನ್ನು ತಿಳಿಯಲಾಗದ ಎರಡು ಸಮಾನ ವಸ್ತುಗಳ ಭೇದವೂ ಇದರಿಂದ ತಿಳಿಯುತ್ತದೆ. ಈ ಜ್ಞಾನವು ತಾರಕ, ಸರ್ವವಿಷಯ, ಸರ್ವಥಾವಿಷಯ ಮತ್ತು ಅಕ್ರಮವಾದುದು. ಸತ್ತ್ವ ಮತ್ತು ಪುರುಷರ ಶುದ್ಧಿಸಾಮ್ಯದಿಂದ ಕೈವಲ್ಯ. ಇದು ಯೋಗಸೂತ್ರಗಳ ವಿಭೂತಿಪಾದದ ಕೊನೆಯ ಸೂತ್ರ. ಕೈವಲ್ಯಪಾದದಲ್ಲಿ ಇದರ ವಿಸ್ತಾರವಾದ ವಿವರಣೆಯಿದೆ. ಜನ್ಮ, ಔಷಧಿ, ಮಂತ್ರ, ತಪಸ್ಸು ಮತ್ತು ಸಮಾಧಿಗಳಿಂದ ಸಿದ್ಧಿಗಳು ಉಂಟಾಗುತ್ತವೆ. ಜಾತ್ಯಂತರಪರಿಣಾಮವು ಪ್ರಕೃತಿಯ ಆಪೂರದಿಂದ. ನಿಮಿತ್ತವು ಪ್ರಕೃತಿಗಳನ್ನು ಪ್ರೇರಿಸುವುದಿಲ್ಲ, ಆದರೆ ಕ್ಷೇತ್ರಿಕನಂತೆ ವರಣಭೇದವನ್ನು ಮಾಡುತ್ತದೆ. ನಿರ್ಮಾಣಚಿತ್ತಗಳು ಅಸ್ಮಿತಾಮಾತ್ರದಿಂದ ಉಂಟಾಗುತ್ತವೆ. ಪ್ರವೃತ್ತಿಭೇದದಲ್ಲಿ ಅನೇಕ ಚಿತ್ತಗಳಿಗೆ ಒಂದು ಚಿತ್ತವು ಪ್ರಯೋಜಕವಾಗುತ್ತದೆ. ಅವುಗಳಲ್ಲಿ ಧ್ಯಾನಜವಾದ ಚಿತ್ತವು ಅನಾಶಯವಾದುದು. ಯೋಗಿಯ ಕರ್ಮವು ಅಶುಕ್ಲಾಕೃಷ್ಣ, ಇತರರದು ತ್ರಿವಿಧ. ಅವುಗಳಿಂದ ತದನುಗುಣವಾದ ವಾಸನೆಗಳ ಅಭಿವ್ಯಕ್ತಿ. ಜಾತಿ, ದೇಶ ಮತ್ತು ಕಾಲಗಳಿಂದ ವ್ಯವಹಿತವಾಗಿದ್ದರೂ ಸ್ಮೃತಿ ಮತ್ತು ಸಂಸ್ಕಾರಗಳ ಏಕರೂಪತೆಯಿಂದ ಆನಂತರ್ಯವಿದೆ. ಆಶೀರ್ವಾದವು ನಿತ್ಯವಾದುದರಿಂದ ವಾಸನೆಗಳು ಅನಾದಿ. ಹೇತು, ಫಲ, ಆಶ್ರಯ ಮತ್ತು ಆಲಂಬನಗಳಿಂದ ಸಂಗೃಹೀತವಾದುದರಿಂದ ಇವುಗಳ ಅಭಾವದಲ್ಲಿ ಅವುಗಳ ಅಭಾವ. (505, 268, 701, 479)
editorial-body (34, 174, 280, 594)
vidhana-soudha-image (62, 260, 114, 308)
column-rule (288, 92, 289, 1437)
column-rule (502, 150, 503, 715)
patra-mitra-label: ಪತ್ರ ಮಿತ್ರ (50, 1217, 94, 1233)
person-body (523, 1150, 633, 1188)
